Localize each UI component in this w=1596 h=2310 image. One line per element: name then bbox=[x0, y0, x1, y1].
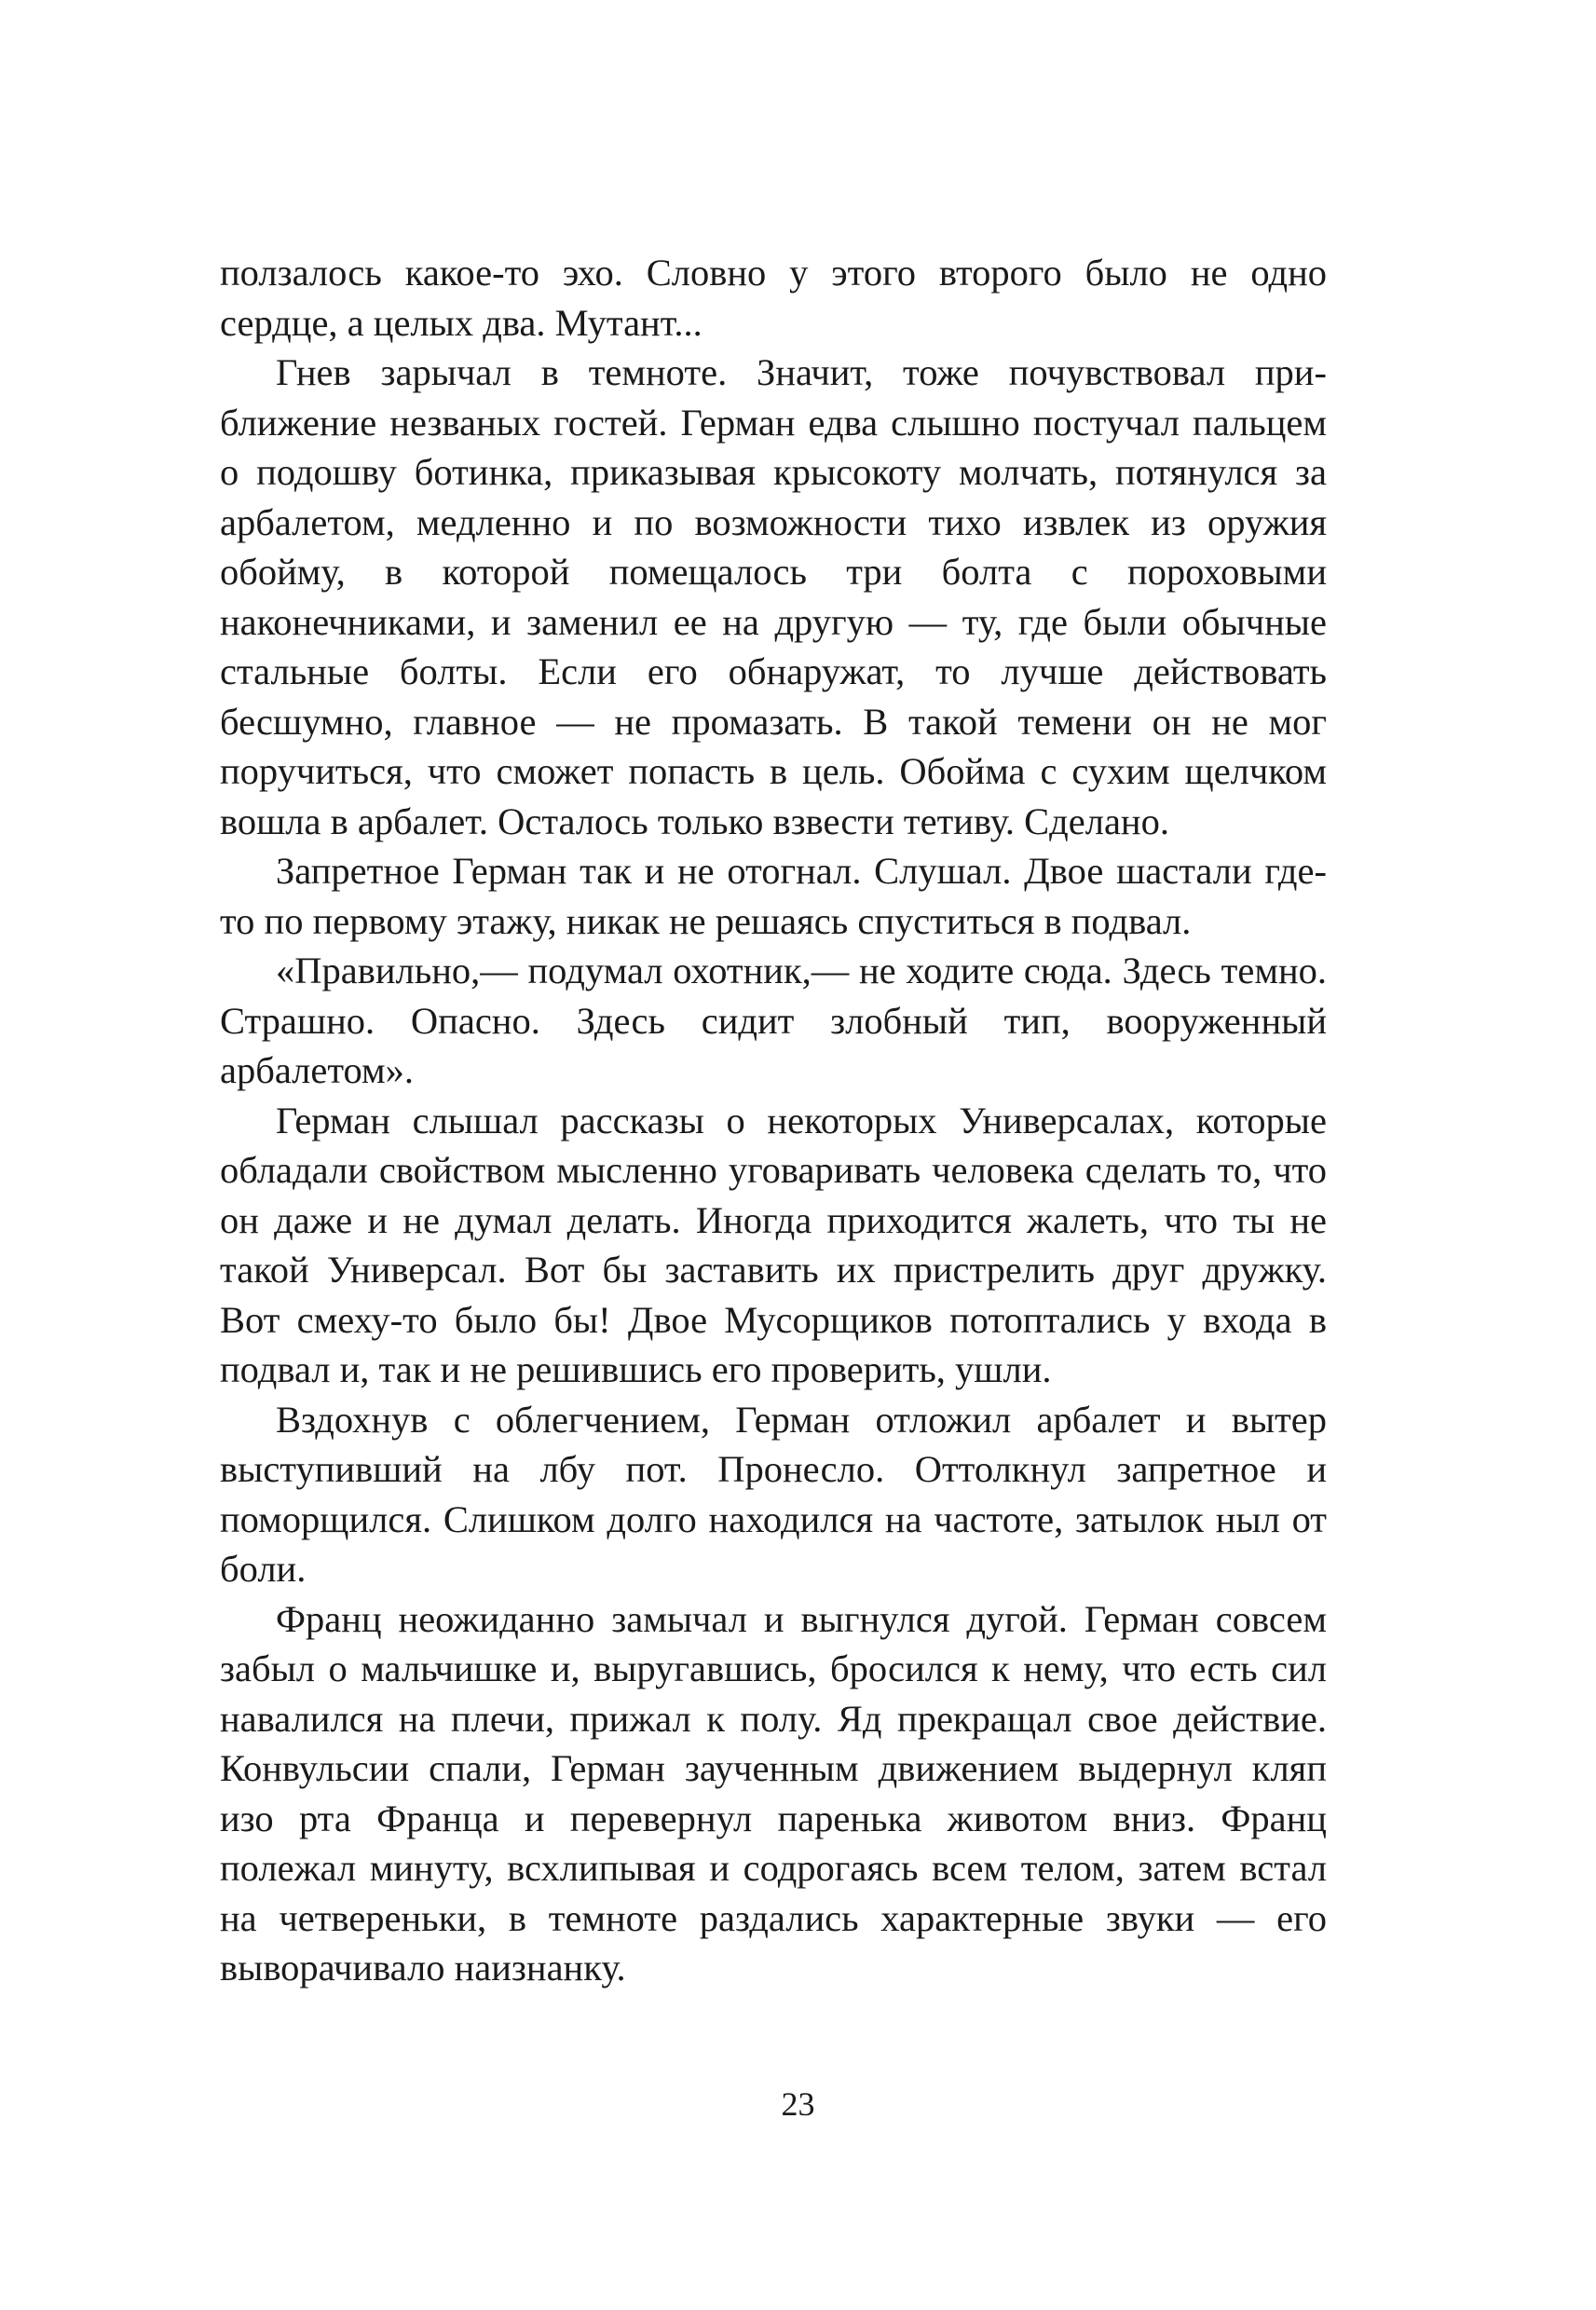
paragraph: Гнев зарычал в темноте. Значит, тоже почувствовал приближение незваных гостей. Герман едва слышно постучал пальцем о подошву ботинка, приказывая крысокоту молчать, потянулся за арбалетом, медленно и по возможности тихо извлек из оружия обойму, в которой помещалось три болта с пороховыми наконечниками, и заменил ее на другую — ту, где были обычные стальные болты. Если его обнаружат, то лучше действовать бесшумно, главное — не промазать. В такой темени он не мог поручиться, что сможет попасть в цель. Обойма с сухим щелчком вошла в арбалет. Осталось только взвести тетиву. Сделано. bbox=[220, 351, 1327, 842]
paragraph: Герман слышал рассказы о некоторых Универсалах, которые обладали свойством мысленно уговаривать человека сделать то, что он даже и не думал делать. Иногда приходится жалеть, что ты не такой Универсал. Вот бы заставить их пристрелить друг дружку. Вот смеху-то было бы! Двое Мусорщиков потоптались у входа в подвал и, так и не решившись его проверить, ушли. bbox=[220, 1099, 1327, 1390]
page-number: 23 bbox=[781, 2085, 815, 2123]
paragraph: Запретное Герман так и не отогнал. Слушал. Двое шастали где-то по первому этажу, никак не решаясь спуститься в подвал. bbox=[220, 850, 1327, 942]
body-text bbox=[220, 248, 1327, 1993]
paragraph: Вздохнув с облегчением, Герман отложил арбалет и вытер выступивший на лбу пот. Пронесло. Оттолкнул запретное и поморщился. Слишком долго находился на частоте, затылок ныл от боли. bbox=[220, 1398, 1327, 1590]
paragraph-continuation: ползалось какое-то эхо. Словно у этого второго было не одно сердце, а целых два. Мутант... bbox=[220, 252, 1327, 344]
paragraph: «Правильно,— подумал охотник,— не ходите сюда. Здесь темно. Страшно. Опасно. Здесь сидит злобный тип, вооруженный арбалетом». bbox=[220, 950, 1327, 1091]
paragraph: Франц неожиданно замычал и выгнулся дугой. Герман совсем забыл о мальчишке и, выругавшись, бросился к нему, что есть сил навалился на плечи, прижал к полу. Яд прекращал свое действие. Конвульсии спали, Герман заученным движением выдернул кляп изо рта Франца и перевернул паренька животом вниз. Франц полежал минуту, всхлипывая и содрогаясь всем телом, затем встал на четвереньки, в темноте раздались характерные звуки — его выворачивало наизнанку. bbox=[220, 1597, 1327, 1989]
